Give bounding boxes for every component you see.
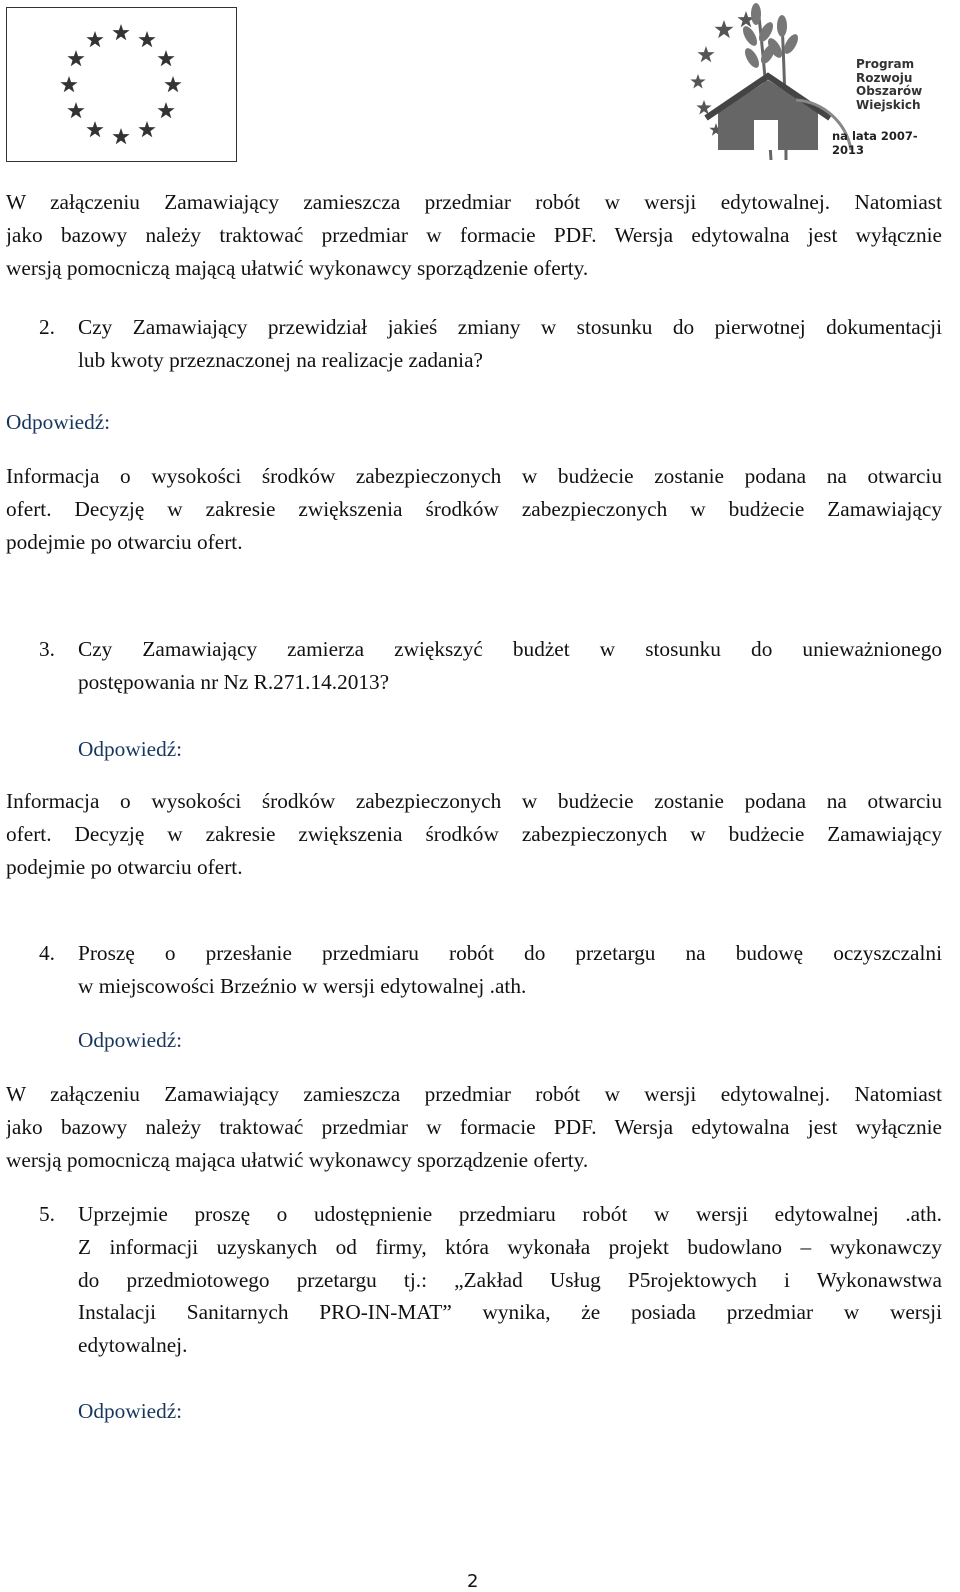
prow-name-line: Wiejskich: [856, 97, 921, 112]
question-text: [78, 1198, 942, 1362]
text-line: Czy Zamawiający zamierza zwiększyć budżet w stosunku do unieważnionego: [78, 637, 942, 661]
text-line: wersją pomocniczą mającą ułatwić wykonawcy sporządzenie oferty.: [6, 255, 589, 280]
eu-star-icon: [164, 76, 181, 92]
prow-name-line: Program: [856, 57, 915, 71]
question-number: 3.: [39, 637, 55, 661]
question-text: [78, 311, 942, 377]
eu-star-icon: [138, 121, 155, 137]
prow-years: na lata 2007-2013: [832, 129, 918, 157]
question-text: [78, 937, 942, 1003]
prow-name-line: Obszarów: [856, 84, 923, 98]
eu-flag-logo: [6, 7, 237, 162]
eu-star-icon: [60, 76, 77, 92]
text-line: w miejscowości Brzeźnio w wersji edytowalnej .ath.: [78, 973, 527, 998]
intro-paragraph: [6, 186, 942, 284]
prow-name: [856, 58, 922, 112]
prow-star-icon: [690, 74, 705, 89]
text-line: wersją pomocniczą mająca ułatwić wykonawcy sporządzenie oferty.: [6, 1147, 589, 1172]
eu-star-icon: [67, 102, 84, 118]
eu-star-icon: [158, 50, 175, 66]
text-line: Czy Zamawiający przewidział jakieś zmiany w stosunku do pierwotnej dokumentacji: [78, 315, 942, 339]
eu-star-icon: [158, 102, 175, 118]
text-line: do przedmiotowego przetargu tj.: „Zakład Usług P5rojektowych i Wykonawstwa: [78, 1267, 942, 1292]
text-line: lub kwoty przeznaczonej na realizacje zadania?: [78, 347, 483, 372]
text-line: Z informacji uzyskanych od firmy, która wykonała projekt budowlano – wykonawczy: [78, 1234, 942, 1259]
answer-label: Odpowiedź:: [78, 1399, 183, 1423]
text-line: postępowania nr Nz R.271.14.2013?: [78, 669, 390, 694]
text-line: W załączeniu Zamawiający zamieszcza przedmiar robót w wersji edytowalnej. Natomiast: [6, 190, 942, 214]
prow-star-icon: [715, 20, 734, 38]
answer-text: [6, 1078, 942, 1176]
prow-logo: [676, 0, 944, 165]
text-line: Instalacji Sanitarnych PRO-IN-MAT” wynika, że posiada przedmiar w wersji: [78, 1300, 942, 1325]
page-number: 2: [467, 1571, 479, 1592]
question-number: 5.: [39, 1202, 55, 1226]
eu-star-icon: [67, 50, 84, 66]
eu-flag-icon: [7, 8, 235, 160]
text-line: edytowalnej.: [78, 1333, 188, 1358]
answer-label: Odpowiedź:: [78, 737, 183, 761]
prow-name-line: Rozwoju: [856, 70, 913, 85]
text-line: ofert. Decyzję w zakresie zwiększenia środków zabezpieczonych w budżecie Zamawiający: [6, 496, 942, 521]
prow-star-icon: [697, 46, 714, 62]
eu-star-icon: [138, 31, 155, 47]
text-line: Proszę o przesłanie przedmiaru robót do przetargu na budowę oczyszczalni: [78, 941, 942, 965]
answer-label: Odpowiedź:: [6, 410, 111, 434]
question-text: [78, 633, 942, 699]
eu-star-icon: [112, 24, 129, 40]
text-line: Informacja o wysokości środków zabezpieczonych w budżecie zostanie podana na otwarciu: [6, 464, 942, 488]
text-line: podejmie po otwarciu ofert.: [6, 854, 243, 879]
question-number: 2.: [39, 315, 55, 339]
text-line: Informacja o wysokości środków zabezpieczonych w budżecie zostanie podana na otwarciu: [6, 789, 942, 813]
text-line: podejmie po otwarciu ofert.: [6, 529, 243, 554]
eu-star-icon: [112, 128, 129, 144]
eu-star-icon: [86, 121, 103, 137]
eu-star-icon: [86, 31, 103, 47]
text-line: ofert. Decyzję w zakresie zwiększenia środków zabezpieczonych w budżecie Zamawiający: [6, 821, 942, 846]
answer-text: [6, 785, 942, 883]
text-line: W załączeniu Zamawiający zamieszcza przedmiar robót w wersji edytowalnej. Natomiast: [6, 1082, 942, 1106]
text-line: jako bazowy należy traktować przedmiar w formacie PDF. Wersja edytowalna jest wyłącznie: [6, 222, 942, 247]
text-line: Uprzejmie proszę o udostępnienie przedmiaru robót w wersji edytowalnej .ath.: [78, 1202, 942, 1226]
answer-text: [6, 460, 942, 558]
answer-label: Odpowiedź:: [78, 1028, 183, 1052]
question-number: 4.: [39, 941, 55, 965]
text-line: jako bazowy należy traktować przedmiar w formacie PDF. Wersja edytowalna jest wyłącznie: [6, 1114, 942, 1139]
